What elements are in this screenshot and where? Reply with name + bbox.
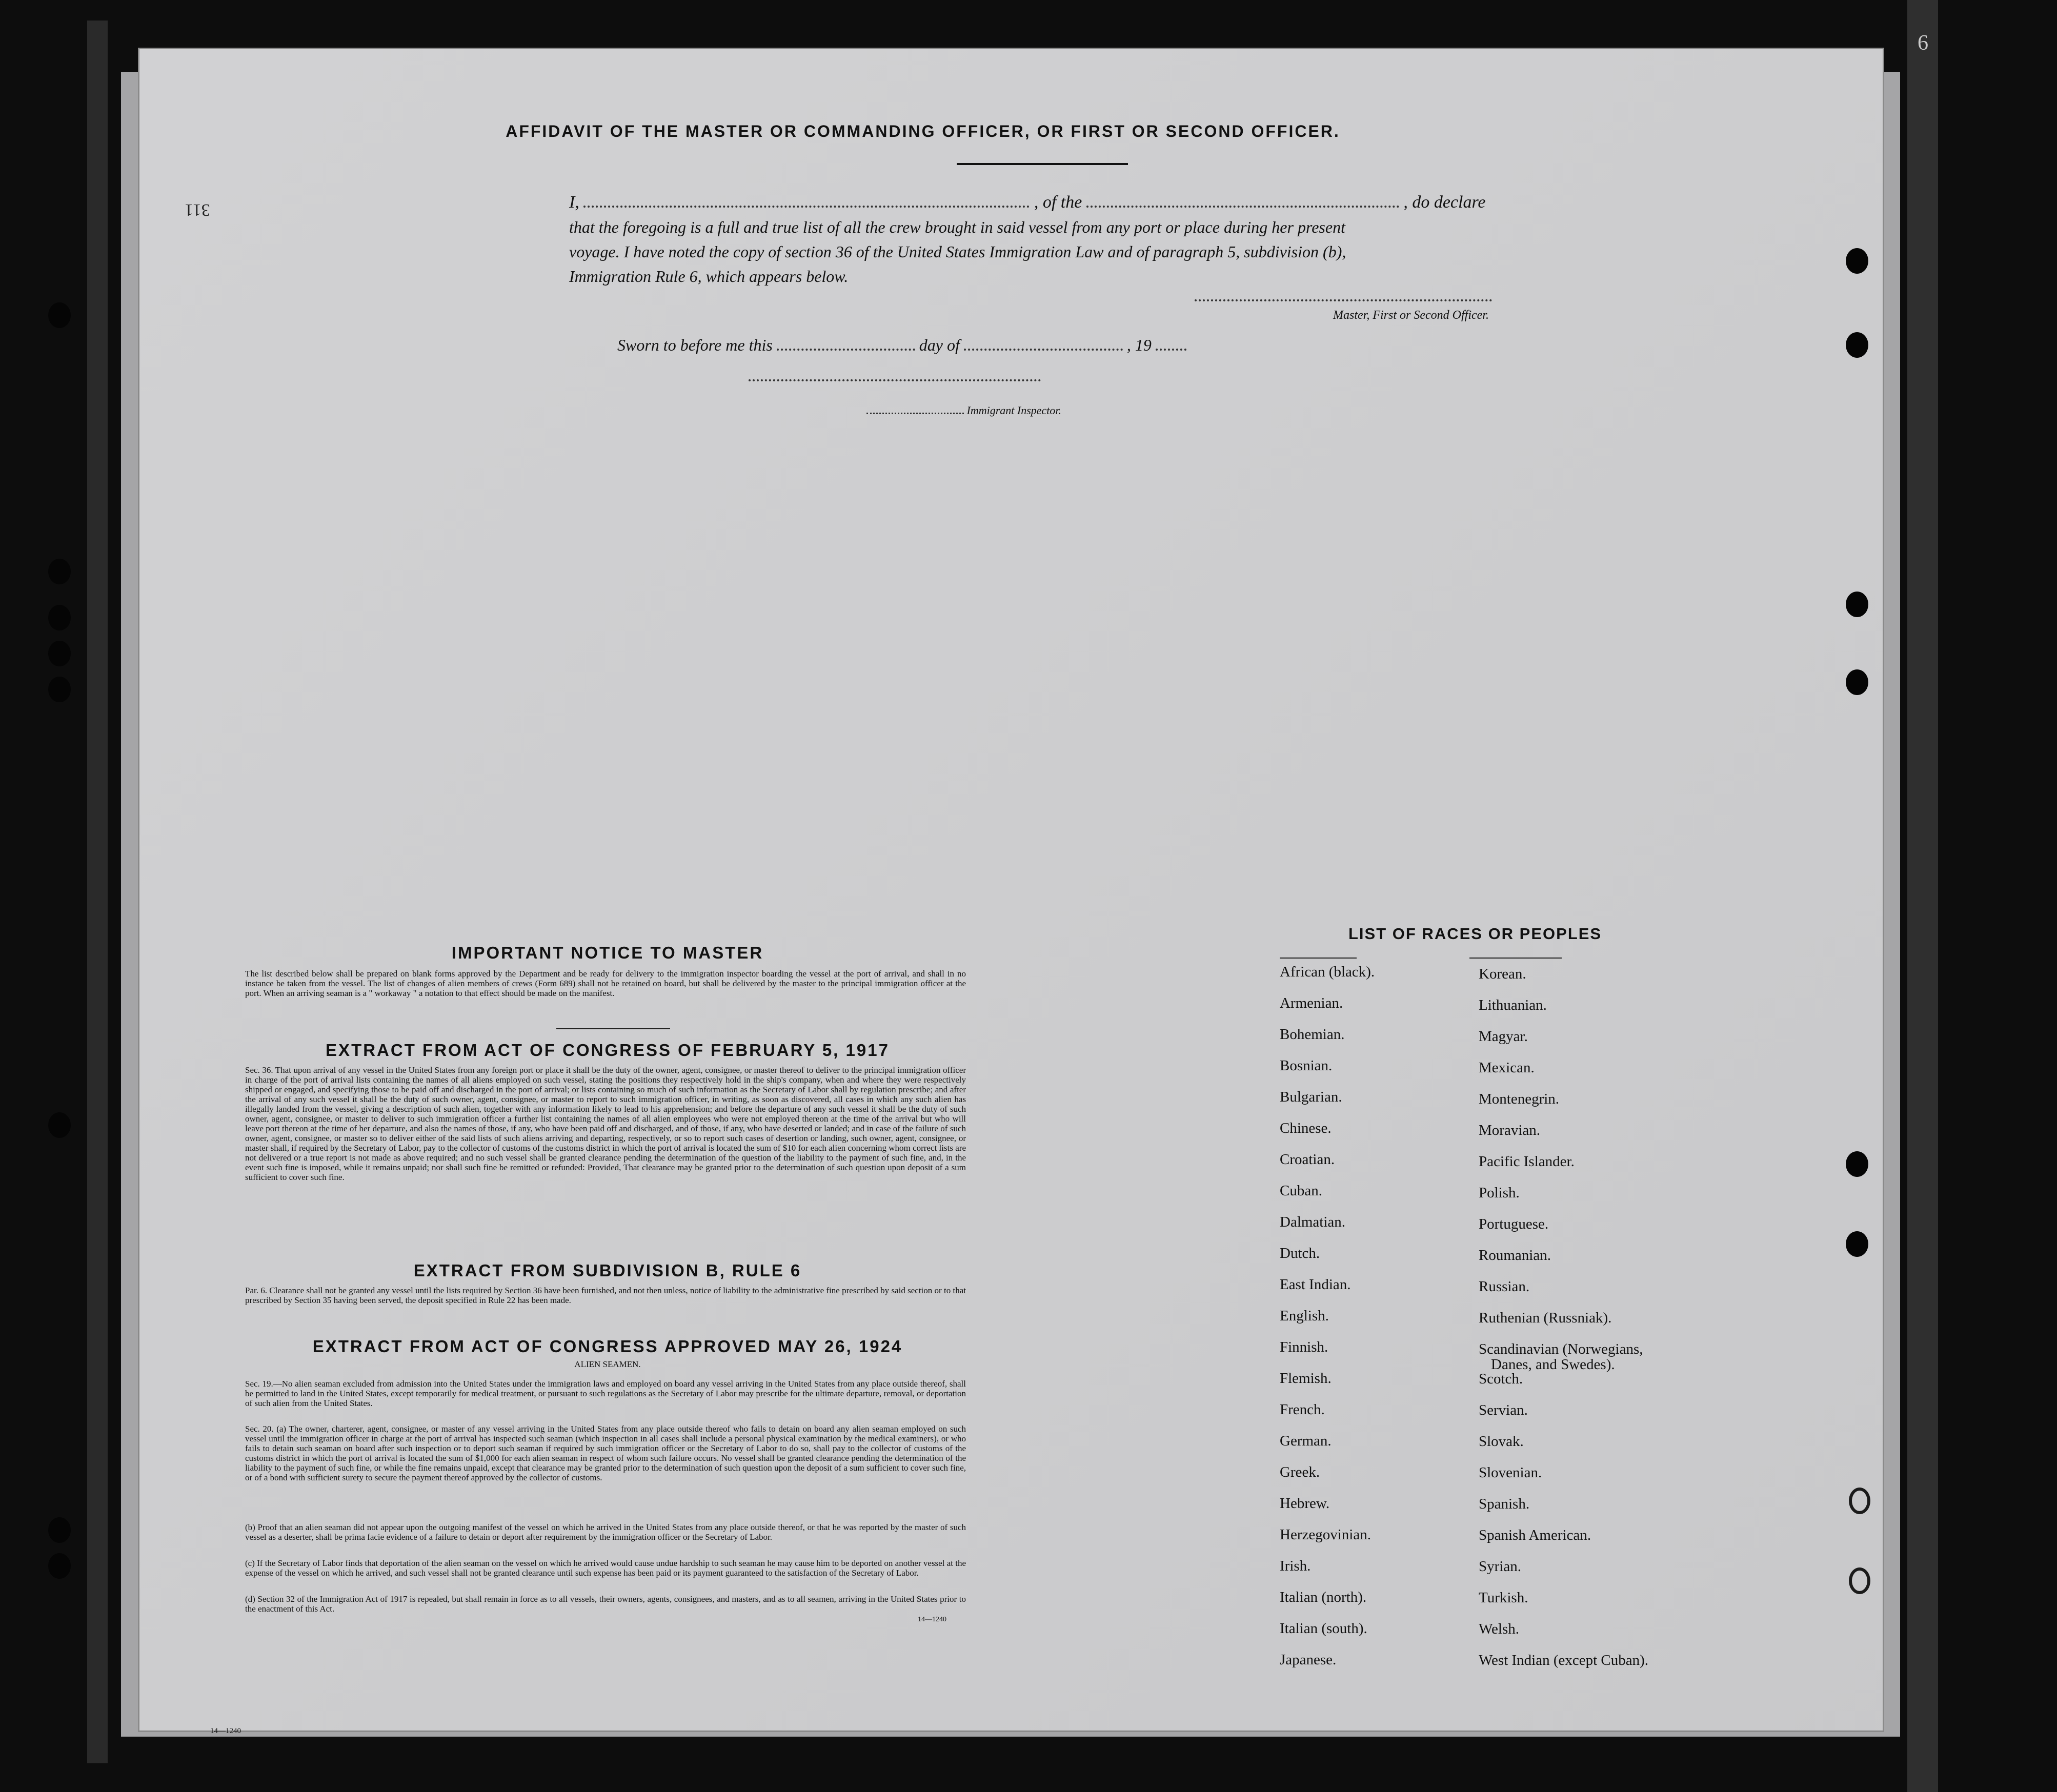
race-item: Herzegovinian. (1280, 1526, 1371, 1543)
race-item: Magyar. (1479, 1028, 1528, 1045)
race-item: Greek. (1280, 1464, 1320, 1480)
binder-hole (48, 641, 71, 666)
races-column-rule (1469, 958, 1562, 959)
race-item: West Indian (except Cuban). (1479, 1652, 1649, 1668)
race-item: African (black). (1280, 964, 1375, 980)
extract-1924-subtitle: ALIEN SEAMEN. (574, 1359, 641, 1369)
binder-hole (48, 677, 71, 702)
race-item: Flemish. (1280, 1370, 1332, 1387)
affidavit-title: AFFIDAVIT OF THE MASTER OR COMMANDING OFFICER, OR FIRST OR SECOND OFFICER. (506, 122, 1340, 140)
race-item: Bohemian. (1280, 1026, 1345, 1043)
binder-hole (1846, 1231, 1868, 1257)
race-item: Spanish. (1479, 1496, 1530, 1512)
race-item: Montenegrin. (1479, 1091, 1560, 1107)
form-number-bottom: 14—1240 (210, 1727, 241, 1735)
race-item: Armenian. (1280, 995, 1343, 1011)
race-item: Russian. (1479, 1278, 1530, 1295)
binder-edge-left (87, 21, 108, 1763)
race-item: Spanish American. (1479, 1527, 1591, 1543)
binder-hole (48, 1112, 71, 1138)
race-item: French. (1280, 1401, 1325, 1418)
race-item: Slovak. (1479, 1433, 1524, 1450)
race-item: Scandinavian (Norwegians, (1479, 1341, 1643, 1357)
race-item: Bulgarian. (1280, 1089, 1342, 1105)
form-number: 14—1240 (918, 1616, 946, 1623)
binder-hole (1846, 669, 1868, 695)
race-item: Mexican. (1479, 1060, 1535, 1076)
race-item: Pacific Islander. (1479, 1153, 1575, 1170)
inspector-caption: Immigrant Inspector. (966, 404, 1062, 417)
binder-hole (48, 605, 71, 630)
extract-1924-sec19: Sec. 19.—No alien seaman excluded from admission into the United States under the immigration laws and employed on board any vessel arriving in the United States from any place outside thereof, shall be permitted to land in the United States, except temporarily for medical treatment, or pursuant to such regulations as the Secretary of Labor may prescribe for the ultimate departure, removal, or deportation of such alien from the United States. (245, 1379, 966, 1408)
binder-hole (48, 1517, 71, 1543)
extract-1924-sec20d: (d) Section 32 of the Immigration Act of 1917 is repealed, but shall remain in force as to all vessels, their owners, agents, consignees, and masters, and as to all seamen, arriving in the United States prior to the enactment of this Act. (245, 1594, 966, 1614)
corner-mark: 6 (1918, 31, 1928, 55)
binder-edge-right (1907, 0, 1938, 1792)
race-item: Syrian. (1479, 1558, 1521, 1575)
year-label: , 19 (1126, 336, 1152, 354)
extract-1917-title: EXTRACT FROM ACT OF CONGRESS OF FEBRUARY 5, 1917 (326, 1041, 890, 1060)
race-item: Ruthenian (Russniak). (1479, 1310, 1612, 1326)
title-underline (957, 163, 1128, 165)
race-item: Scotch. (1479, 1371, 1523, 1387)
inspector-signature-line[interactable] (749, 379, 1041, 381)
race-item: Moravian. (1479, 1122, 1540, 1138)
race-item: Slovenian. (1479, 1464, 1542, 1481)
race-item: English. (1280, 1308, 1329, 1324)
race-item: Croatian. (1280, 1151, 1335, 1168)
month-field[interactable] (964, 338, 1123, 351)
extract-1924-sec20c: (c) If the Secretary of Labor finds that deportation of the alien seaman on the vessel on which he arrived would cause undue hardship to such seaman he may cause him to be deported on another vessel at the expense of the vessel on which he arrived, and such vessel shall not be granted clearance until such expense has been paid or its payment guaranteed to the satisfaction of the Secretary of Labor. (245, 1558, 966, 1578)
race-item: Dalmatian. (1280, 1214, 1346, 1230)
binder-hole (1846, 1151, 1868, 1177)
binder-hole (1846, 332, 1868, 358)
race-item: Irish. (1280, 1558, 1311, 1574)
day-of-label: day of (919, 336, 960, 354)
extract-1924-sec20b: (b) Proof that an alien seaman did not appear upon the outgoing manifest of the vessel on which he arrived in the United States from any place outside thereof, or that he was reported by the master of such vessel as a deserter, shall be prima facie evidence of a failure to detain or deport after requirement by the immigration officer or the Secretary of Labor. (245, 1522, 966, 1542)
binder-hole (48, 1553, 71, 1579)
race-item: Polish. (1479, 1185, 1520, 1201)
binder-hole (48, 302, 71, 328)
do-declare-label: , do declare (1403, 193, 1486, 212)
race-item: Bosnian. (1280, 1057, 1333, 1074)
race-item: Roumanian. (1479, 1247, 1551, 1264)
declaration-line2: that the foregoing is a full and true list of all the crew brought in said vessel from any port or place during her present (569, 218, 1345, 236)
master-signature-line[interactable] (1195, 299, 1492, 301)
divider (556, 1028, 670, 1029)
race-item: Lithuanian. (1479, 997, 1547, 1013)
race-item: Portuguese. (1479, 1216, 1549, 1232)
race-item: Chinese. (1280, 1120, 1332, 1136)
race-item: Italian (south). (1280, 1620, 1367, 1637)
race-item: Finnish. (1280, 1339, 1328, 1355)
race-item: Korean. (1479, 966, 1526, 982)
binder-hole (1846, 248, 1868, 274)
sworn-label: Sworn to before me this (617, 336, 773, 354)
extract-rule6-title: EXTRACT FROM SUBDIVISION B, RULE 6 (413, 1261, 802, 1280)
extract-1924-sec20a: Sec. 20. (a) The owner, charterer, agent, consignee, or master of any vessel arriving in the United States from any place outside thereof who fails to detain on board any alien seaman employed on such vessel until the immigration officer in charge at the port of arrival has inspected such seaman (which inspection in all cases shall include a personal physical examination by the medical examiners), or who fails to detain such seaman on board after such inspection or to deport such seaman if required by such immigration officer or the Secretary of Labor to do so, shall pay to the collector of customs of the customs district in which the port of arrival is located the sum of $1,000 for each alien seaman in respect of whom such failure occurs. No vessel shall be granted clearance pending the determination of the liability to the payment of such fine, or while the fine remains unpaid, except that clearance may be granted prior to the determination of such question upon the deposit of a sum sufficient to cover such fine, or of a bond with sufficient surety to secure the payment thereof approved by the collector of customs. (245, 1424, 966, 1482)
race-item: East Indian. (1280, 1276, 1351, 1293)
of-the-label: , of the (1034, 193, 1082, 212)
race-item: Japanese. (1280, 1652, 1337, 1668)
race-item: Welsh. (1479, 1621, 1520, 1637)
extract-rule6-body: Par. 6. Clearance shall not be granted any vessel until the lists required by Section 36 have been furnished, and not then unless, notice of liability to the administrative fine prescribed by said section or to that prescribed by Section 35 having been served, the deposit specified in Rule 22 has been made. (245, 1286, 966, 1305)
binder-hole (48, 559, 71, 584)
binder-hole (1846, 592, 1868, 617)
declaration-line1 (569, 190, 1528, 215)
races-title: LIST OF RACES OR PEOPLES (1348, 925, 1602, 943)
inspector-field[interactable] (866, 405, 964, 414)
extract-1917-body: Sec. 36. That upon arrival of any vessel in the United States from any foreign port or place it shall be the duty of the owner, agent, consignee, or master thereof to deliver to the principal immigration officer in charge of the port of arrival lists containing the names of all aliens employed on such vessel, stating the positions they respectively hold in the ship's company, when and where they were respectively shipped or engaged, and specifying those to be paid off and discharged in the port of arrival; or lists containing so much of such information as the Secretary of Labor shall by regulation prescribe; and after the arrival of any such vessel it shall be the duty of such owner, agent, consignee, or master to report to such immigration officer, in writing, as soon as discovered, all cases in which any such alien has illegally landed from the vessel, giving a description of such alien, together with any information likely to lead to his apprehension; and before the departure of any such vessel it shall be the duty of such owner, agent, consignee, or master to deliver to such immigration officer a further list containing the names of all alien employees who were not employed thereon at the time of the arrival but who will leave port thereon at the time of her departure, and also the names of those, if any, who have been paid off and discharged, and of those, if any, who have deserted or landed; and in case of the failure of such owner, agent, consignee, or master so to deliver either of the said lists of such aliens arriving and departing, respectively, or so to report such cases of desertion or landing, such owner, agent, consignee, or master shall, if required by the Secretary of Labor, pay to the collector of customs of the customs district in which the port of arrival is located the sum of $10 for each alien concerning whom correct lists are not delivered or a true report is not made as above required; and no such vessel shall be granted clearance pending the determination of the question of the liability to the payment of such fine, and, in the event such fine is imposed, while it remains unpaid; nor shall such fine be remitted or refunded: Provided, That clearance may be granted prior to the determination of such question upon deposit of a sum sufficient to cover such fine. (245, 1065, 966, 1182)
notice-body: The list described below shall be prepared on blank forms approved by the Department and be ready for delivery to the immigration inspector boarding the vessel at the port of arrival, and shall in no instance be taken from the vessel. The list of changes of alien members of crews (Form 689) shall not be retained on board, but shall be delivered by the master to the principal immigration officer at the port. When an arriving seaman is a " workaway " a notation to that effect should be made on the manifest. (245, 969, 966, 998)
declaration-line4: Immigration Rule 6, which appears below. (569, 267, 849, 286)
extract-1924-title: EXTRACT FROM ACT OF CONGRESS APPROVED MAY 26, 1924 (312, 1337, 903, 1356)
name-field[interactable] (583, 195, 1030, 208)
races-column-rule (1280, 958, 1357, 959)
year-field[interactable] (1156, 338, 1186, 351)
vessel-field[interactable] (1086, 195, 1399, 208)
sworn-line (617, 332, 1186, 358)
i-label: I, (569, 193, 579, 212)
inspector-line (866, 404, 1061, 417)
declaration-line3: voyage. I have noted the copy of section 36 of the United States Immigration Law and of paragraph 5, subdivision (b), (569, 242, 1346, 261)
race-item: Servian. (1479, 1402, 1528, 1418)
race-item: German. (1280, 1433, 1332, 1449)
race-item: Cuban. (1280, 1183, 1322, 1199)
race-item: Turkish. (1479, 1590, 1528, 1606)
race-item: Italian (north). (1280, 1589, 1367, 1605)
margin-mark: 311 (185, 200, 210, 219)
binder-hole (1849, 1567, 1870, 1594)
race-item: Danes, and Swedes). (1491, 1356, 1615, 1373)
master-caption: Master, First or Second Officer. (1333, 309, 1489, 322)
race-item: Dutch. (1280, 1245, 1320, 1261)
notice-title: IMPORTANT NOTICE TO MASTER (451, 943, 764, 962)
binder-hole (1849, 1488, 1870, 1514)
day-field[interactable] (777, 338, 915, 351)
race-item: Hebrew. (1280, 1495, 1330, 1512)
